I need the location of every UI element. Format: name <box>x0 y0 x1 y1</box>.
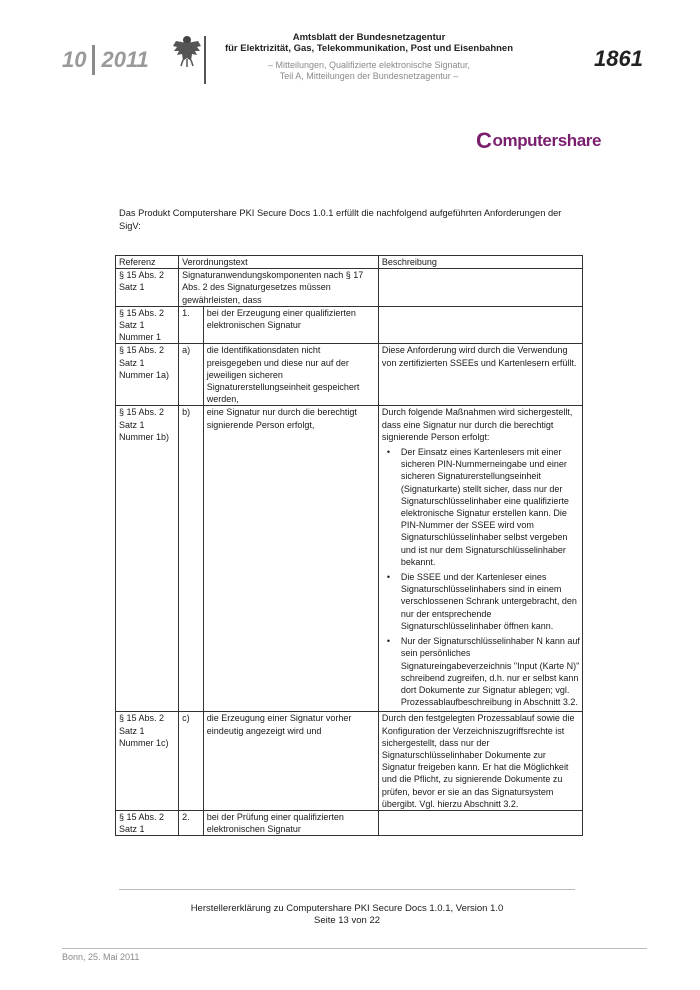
cell-description <box>378 810 582 835</box>
cell-text: Signaturanwendungskomponenten nach § 17 Abs. 2 des Signaturgesetzes müssen gewährleisten, dass <box>179 269 379 307</box>
cell-description <box>378 269 582 307</box>
cell-number: 1. <box>179 306 204 344</box>
bullet-icon: • <box>386 572 390 583</box>
cell-description: Durch den festgelegten Prozessablauf sowie die Konfiguration der Verzeichniszugriffsrechte ist sichergestellt, dass nur der Signaturschlüsselinhaber Dokumente zur Signatur freigeben kann. Er hat die Möglichkeit und die Pflicht, zu signierende Dokumente zu prüfen, bevor er sie an das Signatursystem übergibt. Vgl. hierzu Abschnitt 3.2. <box>378 712 582 811</box>
intro-paragraph: Das Produkt Computershare PKI Secure Docs 1.0.1 erfüllt die nachfolgend aufgeführten Anforderungen der SigV: <box>119 208 562 231</box>
cell-number: a) <box>179 344 204 406</box>
page-number: 1861 <box>594 46 643 71</box>
table-header-row <box>116 256 583 269</box>
table-row <box>116 406 583 712</box>
requirements-table <box>115 255 583 836</box>
issue-number: 10 <box>62 47 87 72</box>
logo-text: omputershare <box>492 131 602 150</box>
cell-reference: § 15 Abs. 2 Satz 1 Nummer 1c) <box>116 712 179 811</box>
federal-eagle-icon <box>172 34 202 68</box>
cell-reference: § 15 Abs. 2 Satz 1 Nummer 1a) <box>116 344 179 406</box>
gazette-title <box>208 32 530 54</box>
cell-reference: § 15 Abs. 2 Satz 1 Nummer 1b) <box>116 406 179 712</box>
gazette-subtitle-line2: Teil A, Mitteilungen der Bundesnetzagentur – <box>279 71 459 81</box>
table-row <box>116 269 583 307</box>
cell-text: die Erzeugung einer Signatur vorher eindeutig angezeigt wird und <box>203 712 378 811</box>
list-item-text: Der Einsatz eines Kartenlesers mit einer sicheren PIN-Nummerneingabe und einer sicheren Signaturerstellungseinheit (Signaturkarte) stellt sicher, dass nur der Signaturschlüsselinhaber eine qualifizierte elektronische Signatur erstellen kann. Die PIN-Nummer der SSEE wird vom Signaturschlüsselinhaber selbst vergeben und ist nur dem Signaturschlüsselinhaber bekannt. <box>400 447 569 567</box>
bullet-icon: • <box>386 636 390 647</box>
place-date: Bonn, 25. Mai 2011 <box>62 952 140 962</box>
cell-reference: § 15 Abs. 2 Satz 1 <box>116 810 179 835</box>
table-row <box>116 810 583 835</box>
list-item <box>386 446 580 568</box>
header-divider <box>204 36 206 84</box>
cell-reference: § 15 Abs. 2 Satz 1 Nummer 1 <box>116 306 179 344</box>
col-header-text: Verordnungstext <box>179 256 379 269</box>
table-row <box>116 306 583 344</box>
computershare-logo <box>476 128 601 154</box>
bullet-icon: • <box>386 447 390 458</box>
cell-description: Diese Anforderung wird durch die Verwendung von zertifizierten SSEEs und Kartenlesern erfüllt. <box>378 344 582 406</box>
cell-description <box>378 406 582 712</box>
logo-initial: C <box>476 128 492 153</box>
cell-text: die Identifikationsdaten nicht preisgegeben und diese nur auf der jeweiligen sicheren Signaturerstellungseinheit gespeichert werden, <box>203 344 378 406</box>
cell-number: 2. <box>179 810 204 835</box>
document-footer <box>119 903 575 927</box>
gazette-title-line2: für Elektrizität, Gas, Telekommunikation, Post und Eisenbahnen <box>224 43 514 54</box>
measures-list <box>382 446 580 708</box>
list-item <box>386 571 580 632</box>
list-item-text: Die SSEE und der Kartenleser eines Signaturschlüsselinhabers sind in einem verschlossenen Schrank untergebracht, den nur der entsprechende Signaturschlüsselinhaber öffnen kann. <box>400 572 577 631</box>
list-item-text: Nur der Signaturschlüsselinhaber N kann auf sein persönliches Signatureingabeverzeichnis "Input (Karte N)" schreibend zugreifen, d.h. nur er selbst kann dort Dokumente zur Signatur ablegen; vgl. Prozessablaufbeschreibung in Abschnitt 3.2. <box>400 636 580 708</box>
cell-text: eine Signatur nur durch die berechtigt signierende Person erfolgt, <box>203 406 378 712</box>
footer-title: Herstellererklärung zu Computershare PKI Secure Docs 1.0.1, Version 1.0 <box>190 903 504 914</box>
description-intro: Durch folgende Maßnahmen wird sichergestellt, dass eine Signatur nur durch die berechtigt signierende Person erfolgt: <box>381 407 573 442</box>
gazette-subtitle-line1: – Mitteilungen, Qualifizierte elektronische Signatur, <box>267 60 471 70</box>
cell-number: c) <box>179 712 204 811</box>
issue-label <box>62 45 149 75</box>
col-header-description: Beschreibung <box>378 256 582 269</box>
issue-divider <box>92 45 95 75</box>
gazette-title-line1: Amtsblatt der Bundesnetzagentur <box>292 32 446 43</box>
cell-text: bei der Prüfung einer qualifizierten elektronischen Signatur <box>203 810 378 835</box>
gazette-subtitle <box>208 60 530 82</box>
cell-number: b) <box>179 406 204 712</box>
footer-page-info: Seite 13 von 22 <box>313 915 381 926</box>
cell-description <box>378 306 582 344</box>
footer-rule <box>119 889 575 890</box>
page-bottom-rule <box>62 948 647 949</box>
list-item <box>386 635 580 708</box>
issue-year: 2011 <box>101 47 149 72</box>
table-row <box>116 344 583 406</box>
table-row <box>116 712 583 811</box>
cell-text: bei der Erzeugung einer qualifizierten elektronischen Signatur <box>203 306 378 344</box>
cell-reference: § 15 Abs. 2 Satz 1 <box>116 269 179 307</box>
col-header-reference: Referenz <box>116 256 179 269</box>
